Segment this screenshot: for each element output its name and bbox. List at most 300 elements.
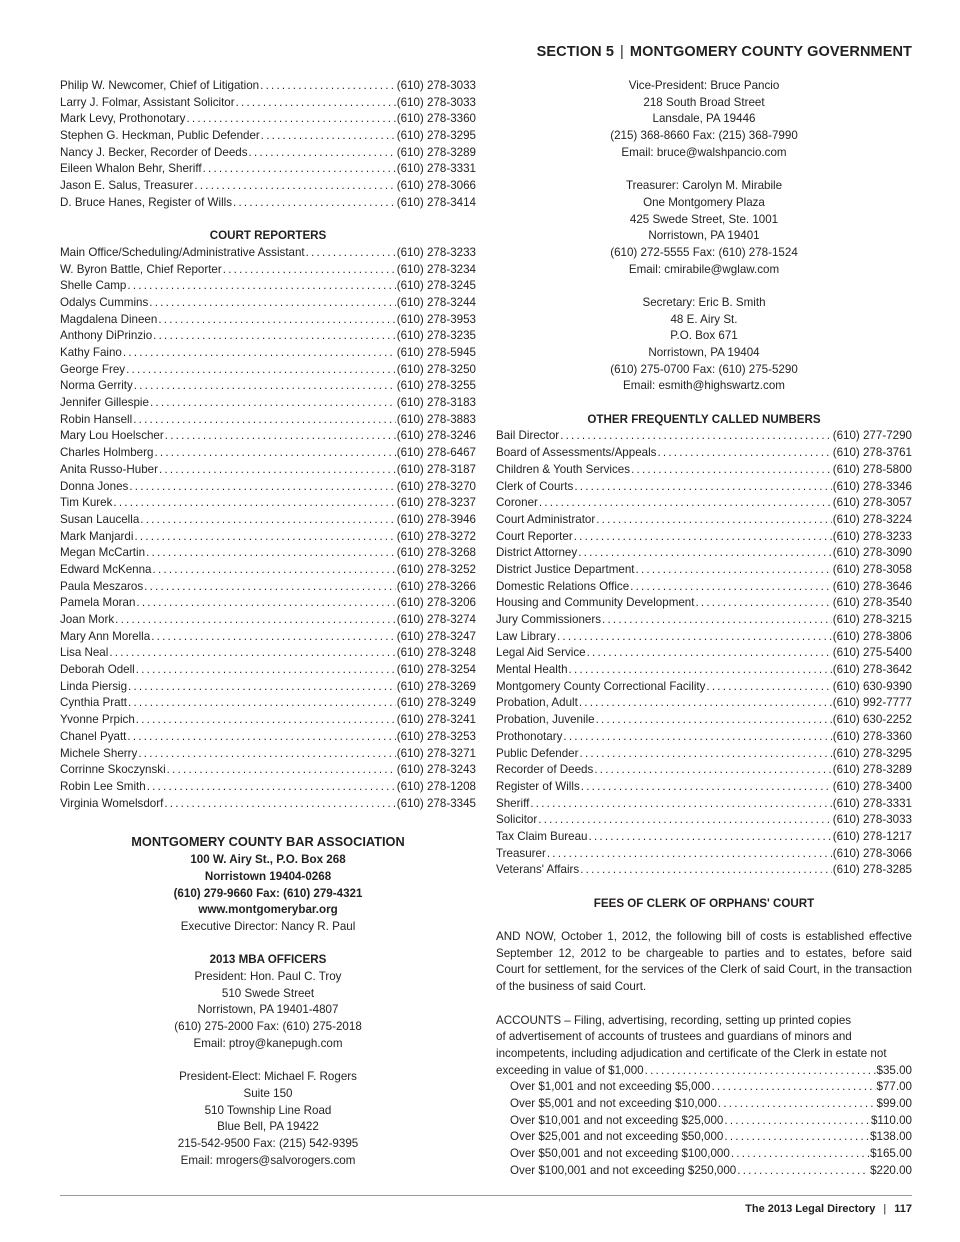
office-row-value: (610) 278-3540 [832,596,912,610]
office-row [496,645,912,662]
leader-dots [560,428,832,445]
fee-row-name: Over $100,001 and not exceeding $250,000 [510,1163,737,1177]
leader-dots [136,595,395,612]
reporter-row-name: Lisa Neal [60,646,109,660]
office-row-name: Court Administrator [496,512,596,526]
reporter-row-value: (610) 278-3254 [396,663,476,677]
office-row-name: District Attorney [496,546,578,560]
office-row [496,679,912,696]
office-row-value: (610) 275-5400 [832,646,912,660]
fees-heading: FEES OF CLERK OF ORPHANS' COURT [593,896,815,910]
reporter-row [60,378,476,395]
officer-line: P.O. Box 671 [670,329,738,343]
official-row-name: D. Bruce Hanes, Register of Wills [60,195,233,209]
official-row-value: (610) 278-3360 [396,112,476,126]
office-row-value: (610) 278-3346 [832,479,912,493]
leader-dots [711,1079,875,1096]
office-row-value: (610) 277-7290 [832,429,912,443]
leader-dots [159,462,396,479]
leader-dots [203,161,396,178]
reporter-row [60,679,476,696]
office-row [496,428,912,445]
leader-dots [223,262,396,279]
accounts-line: ACCOUNTS – Filing, advertising, recording, setting up printed copies [496,1013,852,1027]
official-row-value: (610) 278-3331 [396,162,476,176]
reporter-row [60,529,476,546]
office-row-name: Court Reporter [496,529,573,543]
leader-dots [547,846,832,863]
leader-dots [695,595,831,612]
fee-row-name: Over $10,001 and not exceeding $25,000 [510,1113,724,1127]
reporter-row [60,262,476,279]
office-row-value: (610) 278-1217 [832,829,912,843]
reporter-row-value: (610) 278-3241 [396,713,476,727]
leader-dots [128,695,396,712]
reporter-row [60,395,476,412]
reporter-row-name: Tim Kurek [60,496,113,510]
office-row-name: Probation, Adult [496,696,578,710]
leader-dots [631,462,832,479]
court-reporters-list [60,245,476,812]
office-row-value: (610) 278-3400 [832,779,912,793]
office-row [496,595,912,612]
officer-line: 510 Township Line Road [204,1103,332,1117]
office-row-name: Public Defender [496,746,579,760]
leader-dots [261,128,396,145]
reporter-row-name: Odalys Cummins [60,295,149,309]
office-row-value: (610) 278-3360 [832,729,912,743]
reporter-row-value: (610) 278-3206 [396,596,476,610]
fee-row-name: Over $25,001 and not exceeding $50,000 [510,1130,724,1144]
reporter-row [60,462,476,479]
bar-address-line1: 100 W. Airy St., P.O. Box 268 [190,853,346,867]
reporter-row-value: (610) 278-3255 [396,379,476,393]
office-row-name: Treasurer [496,846,546,860]
reporter-row-name: Main Office/Scheduling/Administrative Assistant [60,245,305,259]
office-row-name: Mental Health [496,663,568,677]
office-row-name: Children & Youth Services [496,462,631,476]
leader-dots [123,345,396,362]
reporter-row-value: (610) 278-3183 [396,396,476,410]
leader-dots [306,245,396,262]
reporter-row-value: (610) 278-6467 [396,446,476,460]
reporter-row-value: (610) 278-3270 [396,479,476,493]
office-row-name: Domestic Relations Office [496,579,630,593]
official-row [60,195,476,212]
reporter-row-value: (610) 278-3234 [396,262,476,276]
leader-dots [260,78,396,95]
official-row-name: Eileen Whalon Behr, Sheriff [60,162,202,176]
bar-phone-fax: (610) 279-9660 Fax: (610) 279-4321 [173,886,363,900]
leader-dots [737,1163,869,1180]
office-row-value: (610) 278-3033 [832,813,912,827]
reporter-row-name: Yvonne Prpich [60,713,135,727]
official-row [60,128,476,145]
reporter-row-value: (610) 278-3248 [396,646,476,660]
reporter-row-name: Pamela Moran [60,596,136,610]
office-row-value: (610) 278-3224 [832,512,912,526]
leader-dots [140,512,395,529]
leader-dots [158,312,395,329]
leader-dots [154,445,395,462]
reporter-row [60,345,476,362]
office-row-value: (610) 278-5800 [832,462,912,476]
header-separator: | [620,44,624,60]
reporter-row-name: Donna Jones [60,479,129,493]
court-reporters-heading: COURT REPORTERS [209,229,327,243]
leader-dots [149,295,395,312]
leader-dots [134,378,396,395]
leader-dots [530,796,831,813]
leader-dots [115,612,396,629]
officer-line: Email: bruce@walshpancio.com [621,145,787,159]
reporter-row-name: Mary Lou Hoelscher [60,429,164,443]
leader-dots [113,495,395,512]
officer-line: 218 South Broad Street [643,95,765,109]
reporter-row-name: Anita Russo-Huber [60,462,158,476]
official-row [60,178,476,195]
leader-dots [164,796,395,813]
reporter-row [60,545,476,562]
reporter-row-name: Jennifer Gillespie [60,396,149,410]
footer-divider [60,1195,912,1196]
office-row [496,846,912,863]
office-row-name: Board of Assessments/Appeals [496,446,657,460]
office-row [496,545,912,562]
reporter-row-name: Anthony DiPrinzio [60,329,153,343]
accounts-line: of advertisement of accounts of trustees and guardians of minors and [496,1030,852,1044]
fee-row-value: $35.00 [876,1063,912,1077]
reporter-row-value: (610) 278-3187 [396,462,476,476]
leader-dots [249,145,396,162]
fee-row [496,1113,912,1130]
official-row-name: Philip W. Newcomer, Chief of Litigation [60,79,260,92]
office-row-name: Tax Claim Bureau [496,829,588,843]
official-row [60,161,476,178]
leader-dots [138,746,395,763]
reporter-row [60,412,476,429]
fee-row-value: $138.00 [870,1130,912,1144]
reporter-row [60,746,476,763]
reporter-row-value: (610) 278-3268 [396,546,476,560]
office-row-value: (610) 278-3090 [832,546,912,560]
leader-dots [126,362,396,379]
reporter-row-value: (610) 278-3245 [396,279,476,293]
office-row [496,746,912,763]
official-row [60,111,476,128]
officer-line: Suite 150 [243,1086,293,1100]
footer-separator: | [883,1203,887,1215]
reporter-row [60,428,476,445]
leader-dots [127,278,395,295]
leader-dots [718,1096,876,1113]
leader-dots [574,529,832,546]
fee-row [496,1079,912,1096]
office-row-value: (610) 278-3289 [832,763,912,777]
leader-dots [538,812,831,829]
reporter-row-value: (610) 278-3253 [396,729,476,743]
president-elect-block [60,1069,476,1169]
reporter-row [60,762,476,779]
leader-dots [706,679,831,696]
reporter-row [60,362,476,379]
office-row-value: (610) 278-3058 [832,562,912,576]
leader-dots [578,545,832,562]
reporter-row-name: W. Byron Battle, Chief Reporter [60,262,222,276]
fee-row-value: $220.00 [870,1163,912,1177]
leader-dots [602,612,832,629]
officer-line: Norristown, PA 19401-4807 [197,1003,339,1017]
reporter-row [60,729,476,746]
leader-dots [109,645,395,662]
leader-dots [144,579,396,596]
reporter-row-name: Corrinne Skoczynski [60,763,166,777]
leader-dots [136,662,396,679]
office-row [496,462,912,479]
office-row-name: Coroner [496,496,538,510]
leader-dots [165,428,396,445]
office-row-name: Clerk of Courts [496,479,574,493]
office-row-value: (610) 278-3057 [832,496,912,510]
office-row [496,629,912,646]
officer-line: Email: esmith@highswartz.com [623,379,785,393]
office-row-value: (610) 278-3806 [832,629,912,643]
officer-line: (610) 275-0700 Fax: (610) 275-5290 [610,362,798,376]
bar-executive-director: Executive Director: Nancy R. Paul [180,920,356,933]
official-row-value: (610) 278-3289 [396,145,476,159]
reporter-row [60,479,476,496]
other-numbers-heading: OTHER FREQUENTLY CALLED NUMBERS [587,412,821,426]
leader-dots [194,178,395,195]
officer-line: President-Elect: Michael F. Rogers [179,1070,357,1084]
office-row [496,662,912,679]
office-row-name: Montgomery County Correctional Facility [496,679,706,693]
officer-line: (610) 272-5555 Fax: (610) 278-1524 [610,245,798,259]
reporter-row-name: Paula Meszaros [60,579,144,593]
reporter-row-value: (610) 278-3237 [396,496,476,510]
office-row [496,862,912,879]
fee-row [496,1163,912,1180]
fee-row-name: Over $5,001 and not exceeding $10,000 [510,1097,717,1110]
officer-line: One Montgomery Plaza [643,195,765,209]
officer-line: 425 Swede Street, Ste. 1001 [629,212,779,226]
president-block [60,969,476,1052]
bar-website-link[interactable]: www.montgomerybar.org [198,903,338,917]
office-row-name: Register of Wills [496,779,580,793]
reporter-row-value: (610) 278-3233 [396,245,476,259]
official-row-value: (610) 278-3033 [396,79,476,92]
section-title: MONTGOMERY COUNTY GOVERNMENT [629,44,912,60]
reporter-row [60,512,476,529]
office-row-value: (610) 278-3215 [832,613,912,626]
reporter-row [60,445,476,462]
reporter-row-name: Norma Gerrity [60,379,133,393]
leader-dots [579,695,832,712]
reporter-row-name: Robin Lee Smith [60,779,146,793]
leader-dots [129,479,395,496]
reporter-row-name: Shelle Camp [60,279,127,293]
vice-president-block [496,78,912,161]
office-row [496,779,912,796]
leader-dots [581,779,832,796]
officer-line: President: Hon. Paul C. Troy [194,970,342,984]
leader-dots [236,95,396,112]
office-row [496,695,912,712]
reporter-row-value: (610) 278-3953 [396,312,476,326]
office-row [496,712,912,729]
office-row-name: Prothonotary [496,729,563,743]
fee-row-name: Over $50,001 and not exceeding $100,000 [510,1147,730,1161]
office-row [496,529,912,546]
office-row-value: (610) 278-3285 [832,863,912,877]
officer-line: Vice-President: Bruce Pancio [628,79,780,92]
officer-line: (215) 368-8660 Fax: (215) 368-7990 [610,129,798,143]
reporter-row [60,595,476,612]
reporter-row [60,278,476,295]
officer-line: Norristown, PA 19404 [648,346,760,359]
leader-dots [596,712,832,729]
reporter-row-name: Chanel Pyatt [60,729,127,743]
office-row-name: Law Library [496,629,556,643]
reporter-row-name: Edward McKenna [60,562,152,576]
leader-dots [186,111,395,128]
reporter-row-name: Charles Holmberg [60,446,154,460]
officer-line: Norristown, PA 19401 [648,229,760,243]
official-row-name: Larry J. Folmar, Assistant Solicitor [60,95,235,109]
office-row [496,579,912,596]
reporter-row-name: Magdalena Dineen [60,312,158,326]
fee-row-name: Over $1,001 and not exceeding $5,000 [510,1080,711,1094]
leader-dots [557,629,832,646]
reporter-row [60,796,476,813]
office-row-name: Veterans' Affairs [496,863,580,877]
left-column [60,78,476,1169]
bar-association-name: MONTGOMERY COUNTY BAR ASSOCIATION [131,834,405,850]
official-row [60,78,476,95]
reporter-row-name: Linda Piersig [60,679,128,693]
reporter-row-name: Joan Mork [60,613,115,626]
fees-intro-paragraph: AND NOW, October 1, 2012, the following bill of costs is established effective September 12, 2012 to be chargeable to parties and to estates, before said Court for settlement, for the services of the Clerk of said Court, in the transaction of the business of said Court. [496,930,912,994]
leader-dots [133,412,396,429]
reporter-row [60,612,476,629]
leader-dots [539,495,832,512]
reporter-row-value: (610) 278-3266 [396,579,476,593]
office-row-name: Housing and Community Development [496,596,695,610]
leader-dots [128,679,396,696]
reporter-row-value: (610) 278-3269 [396,679,476,693]
leader-dots [657,445,831,462]
official-row [60,145,476,162]
leader-dots [150,395,396,412]
leader-dots [146,545,396,562]
mba-officers-heading: 2013 MBA OFFICERS [209,953,327,967]
leader-dots [167,762,396,779]
officer-line: 215-542-9500 Fax: (215) 542-9395 [177,1136,359,1150]
reporter-row-name: Kathy Faino [60,346,122,359]
section-number: SECTION 5 [536,44,615,60]
reporter-row [60,245,476,262]
other-numbers-list [496,428,912,879]
publication-title: The 2013 Legal Directory [745,1203,876,1215]
leader-dots [574,479,831,496]
office-row-name: Legal Aid Service [496,646,586,660]
leader-dots [569,662,832,679]
reporter-row [60,295,476,312]
reporter-row-value: (610) 278-3244 [396,295,476,309]
office-row-name: Recorder of Deeds [496,763,594,777]
page-number: 117 [894,1203,912,1215]
officer-line: Email: mrogers@salvorogers.com [180,1153,356,1167]
reporter-row [60,779,476,796]
office-row [496,762,912,779]
official-row [60,95,476,112]
fee-row-value: $77.00 [876,1080,912,1094]
reporter-row [60,645,476,662]
official-row-value: (610) 278-3066 [396,179,476,193]
fee-schedule-list [496,1063,912,1180]
leader-dots [596,512,831,529]
fee-row-value: $110.00 [870,1113,912,1127]
leader-dots [589,829,832,846]
reporter-row-value: (610) 278-3345 [396,796,476,810]
office-row [496,612,912,629]
section-header [537,44,912,60]
bar-address-line2: Norristown 19404-0268 [204,869,332,883]
reporter-row-value: (610) 278-3946 [396,512,476,526]
fee-row-value: $99.00 [876,1097,912,1110]
office-row-name: Sheriff [496,796,530,810]
officer-line: Treasurer: Carolyn M. Mirabile [625,179,783,193]
right-column [496,78,912,1179]
leader-dots [580,862,831,879]
reporter-row-value: (610) 278-3243 [396,763,476,777]
leader-dots [127,729,395,746]
leader-dots [587,645,832,662]
office-row [496,812,912,829]
office-row-value: (610) 992-7777 [832,696,912,710]
officer-line: 510 Swede Street [221,986,315,1000]
office-row-value: (610) 278-3066 [832,846,912,860]
reporter-row-value: (610) 278-3272 [396,529,476,543]
reporter-row-value: (610) 278-3274 [396,613,476,626]
leader-dots [153,328,396,345]
office-row-value: (610) 278-3233 [832,529,912,543]
reporter-row-value: (610) 278-3247 [396,629,476,643]
officer-line: Lansdale, PA 19446 [652,112,756,126]
reporter-row-name: George Frey [60,362,126,376]
reporter-row [60,662,476,679]
office-row-value: (610) 278-3642 [832,663,912,677]
office-row-name: Jury Commissioners [496,613,602,626]
office-row-value: (610) 630-2252 [832,713,912,727]
officer-line: (610) 275-2000 Fax: (610) 275-2018 [174,1020,362,1034]
reporter-row-value: (610) 278-3250 [396,362,476,376]
office-row [496,729,912,746]
office-row-name: Probation, Juvenile [496,713,595,727]
official-row-value: (610) 278-3414 [396,195,476,209]
office-row [496,445,912,462]
office-row [496,562,912,579]
fee-row-name: exceeding in value of $1,000 [496,1063,644,1077]
reporter-row [60,562,476,579]
reporter-row-name: Susan Laucella [60,512,140,526]
leader-dots [151,629,395,646]
fee-row [496,1096,912,1113]
official-row-name: Mark Levy, Prothonotary [60,112,186,126]
reporter-row-name: Mark Manjardi [60,529,134,543]
reporter-row-name: Robin Hansell [60,412,133,426]
fee-row-value: $165.00 [870,1147,912,1161]
